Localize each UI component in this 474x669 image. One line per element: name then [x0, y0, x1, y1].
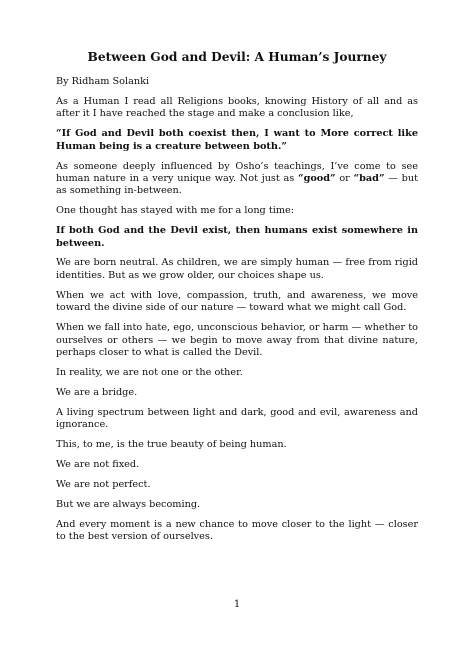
reality-paragraph: In reality, we are not one or the other.: [56, 366, 243, 378]
becoming-paragraph: But we are always becoming.: [56, 498, 201, 510]
not-perfect-paragraph: We are not perfect.: [56, 478, 151, 490]
osho-text-end: — but as something in-between.: [56, 172, 419, 197]
bad-word: “bad”: [353, 172, 385, 184]
hate-path-paragraph: When we fall into hate, ego, unconscious behavior, or harm — whether to ourselves or others — we begin to move away from that divine nature, perhaps closer to what is called the Devil.: [56, 322, 418, 358]
author-line: By Ridham Solanki: [56, 76, 150, 87]
quote-paragraph: “If God and Devil both coexist then, I want to More correct like Human being is a creature between both.”: [56, 128, 418, 152]
not-fixed-paragraph: We are not fixed.: [56, 458, 140, 470]
spectrum-paragraph: A living spectrum between light and dark, good and evil, awareness and ignorance.: [56, 406, 418, 431]
key-thought-paragraph: If both God and the Devil exist, then humans exist somewhere in between.: [56, 225, 418, 249]
osho-paragraph: [56, 161, 418, 198]
thought-intro-paragraph: One thought has stayed with me for a long time:: [56, 205, 295, 217]
beauty-paragraph: This, to me, is the true beauty of being human.: [56, 438, 287, 450]
document-body: [56, 50, 418, 551]
closing-paragraph: And every moment is a new chance to move closer to the light — closer to the best version of ourselves.: [56, 518, 418, 542]
intro-paragraph: As a Human I read all Religions books, knowing History of all and as after it I have reached the stage and make a conclusion like,: [56, 95, 418, 120]
bridge-paragraph: We are a bridge.: [56, 386, 138, 398]
page-number: 1: [233, 599, 241, 610]
osho-text-or: or: [335, 172, 354, 184]
document-title: Between God and Devil: A Human’s Journey: [87, 50, 387, 64]
born-neutral-paragraph: We are born neutral. As children, we are simply human — free from rigid identities. But as we grow older, our choices shape us.: [56, 257, 418, 281]
osho-text-start: As someone deeply influenced by Osho’s teachings, I’ve come to see human nature in a very unique way. Not just as: [56, 160, 418, 184]
love-path-paragraph: When we act with love, compassion, truth, and awareness, we move toward the divine side of our nature — toward what we might call God.: [56, 289, 418, 314]
good-word: “good”: [298, 172, 336, 184]
